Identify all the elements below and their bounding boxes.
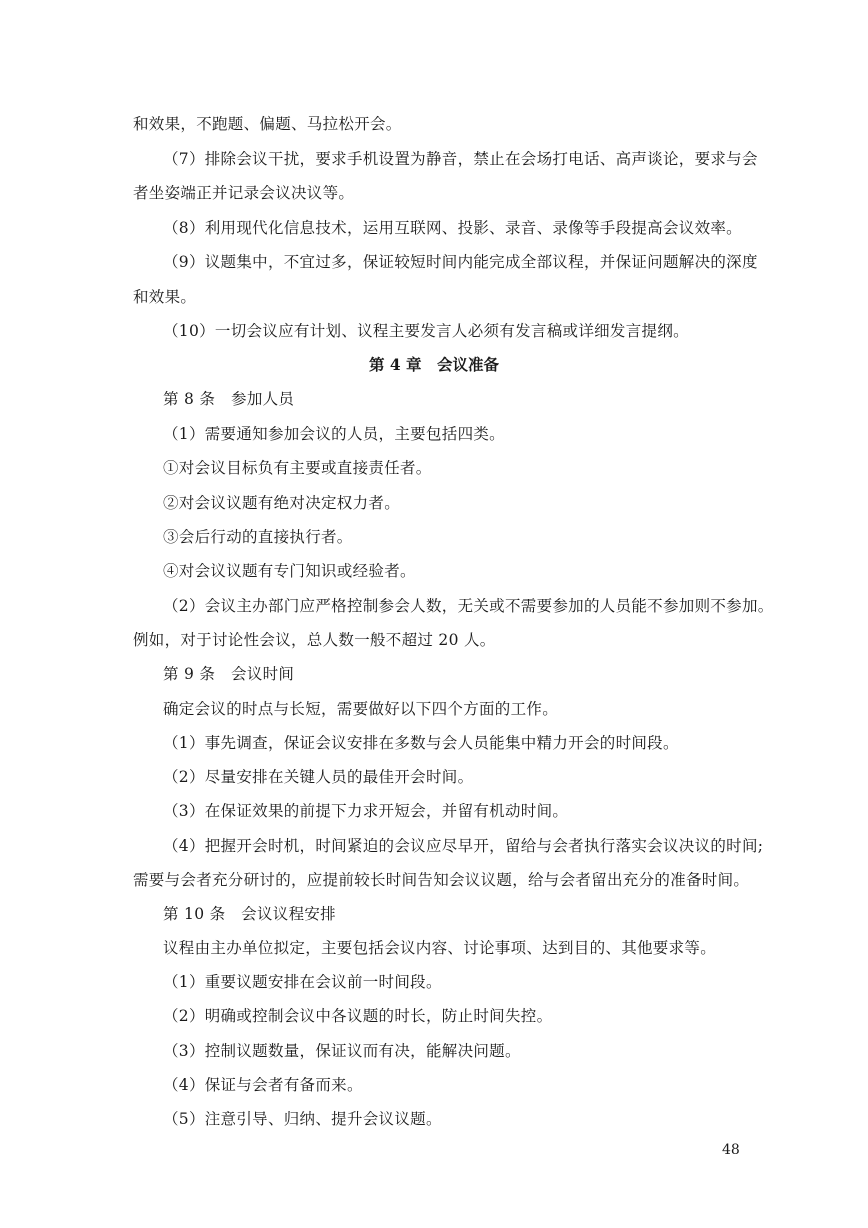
text-line: （2）尽量安排在关键人员的最佳开会时间。 xyxy=(163,768,474,786)
text-line: （8）利用现代化信息技术，运用互联网、投影、录音、录像等手段提高会议效率。 xyxy=(163,219,742,237)
text-line: 例如，对于讨论性会议，总人数一般不超过 20 人。 xyxy=(133,631,496,649)
text-line: 议程由主办单位拟定，主要包括会议内容、讨论事项、达到目的、其他要求等。 xyxy=(163,939,717,957)
text-line: （9）议题集中，不宜过多，保证较短时间内能完成全部议程，并保证问题解决的深度 xyxy=(163,253,758,271)
article-heading: 第 8 条 参加人员 xyxy=(163,390,295,408)
text-line: （3）控制议题数量，保证议而有决，能解决问题。 xyxy=(163,1042,521,1060)
text-line: （10）一切会议应有计划、议程主要发言人必须有发言稿或详细发言提纲。 xyxy=(163,322,689,340)
text-line: （1）重要议题安排在会议前一时间段。 xyxy=(163,973,442,991)
text-line: 和效果。 xyxy=(133,288,197,306)
text-line: （2）会议主办部门应严格控制参会人数，无关或不需要参加的人员能不参加则不参加。 xyxy=(163,597,774,615)
text-line: 者坐姿端正并记录会议决议等。 xyxy=(133,184,355,202)
text-line: （2）明确或控制会议中各议题的时长，防止时间失控。 xyxy=(163,1007,553,1025)
text-line: （1）事先调查，保证会议安排在多数与会人员能集中精力开会的时间段。 xyxy=(163,734,679,752)
text-line: ④对会议议题有专门知识或经验者。 xyxy=(163,562,416,580)
text-line: （4）保证与会者有备而来。 xyxy=(163,1076,363,1094)
text-line: ①对会议目标负有主要或直接责任者。 xyxy=(163,459,432,477)
text-line: 需要与会者充分研讨的，应提前较长时间告知会议议题，给与会者留出充分的准备时间。 xyxy=(133,871,750,889)
text-line: （1）需要通知参加会议的人员，主要包括四类。 xyxy=(163,425,505,443)
text-line: （3）在保证效果的前提下力求开短会，并留有机动时间。 xyxy=(163,802,569,820)
article-heading: 第 9 条 会议时间 xyxy=(163,665,295,683)
text-line: 和效果，不跑题、偏题、马拉松开会。 xyxy=(133,115,402,133)
article-heading: 第 10 条 会议议程安排 xyxy=(163,905,336,923)
chapter-heading: 第 4 章 会议准备 xyxy=(368,355,500,374)
text-line: ②对会议议题有绝对决定权力者。 xyxy=(163,494,401,512)
text-line: 确定会议的时点与长短，需要做好以下四个方面的工作。 xyxy=(163,700,559,718)
text-line: （7）排除会议干扰，要求手机设置为静音，禁止在会场打电话、高声谈论，要求与会 xyxy=(163,150,758,168)
text-line: （4）把握开会时机，时间紧迫的会议应尽早开，留给与会者执行落实会议决议的时间; xyxy=(163,837,764,855)
text-line: （5）注意引导、归纳、提升会议议题。 xyxy=(163,1110,442,1128)
page-number: 48 xyxy=(722,1142,740,1158)
text-line: ③会后行动的直接执行者。 xyxy=(163,528,353,546)
